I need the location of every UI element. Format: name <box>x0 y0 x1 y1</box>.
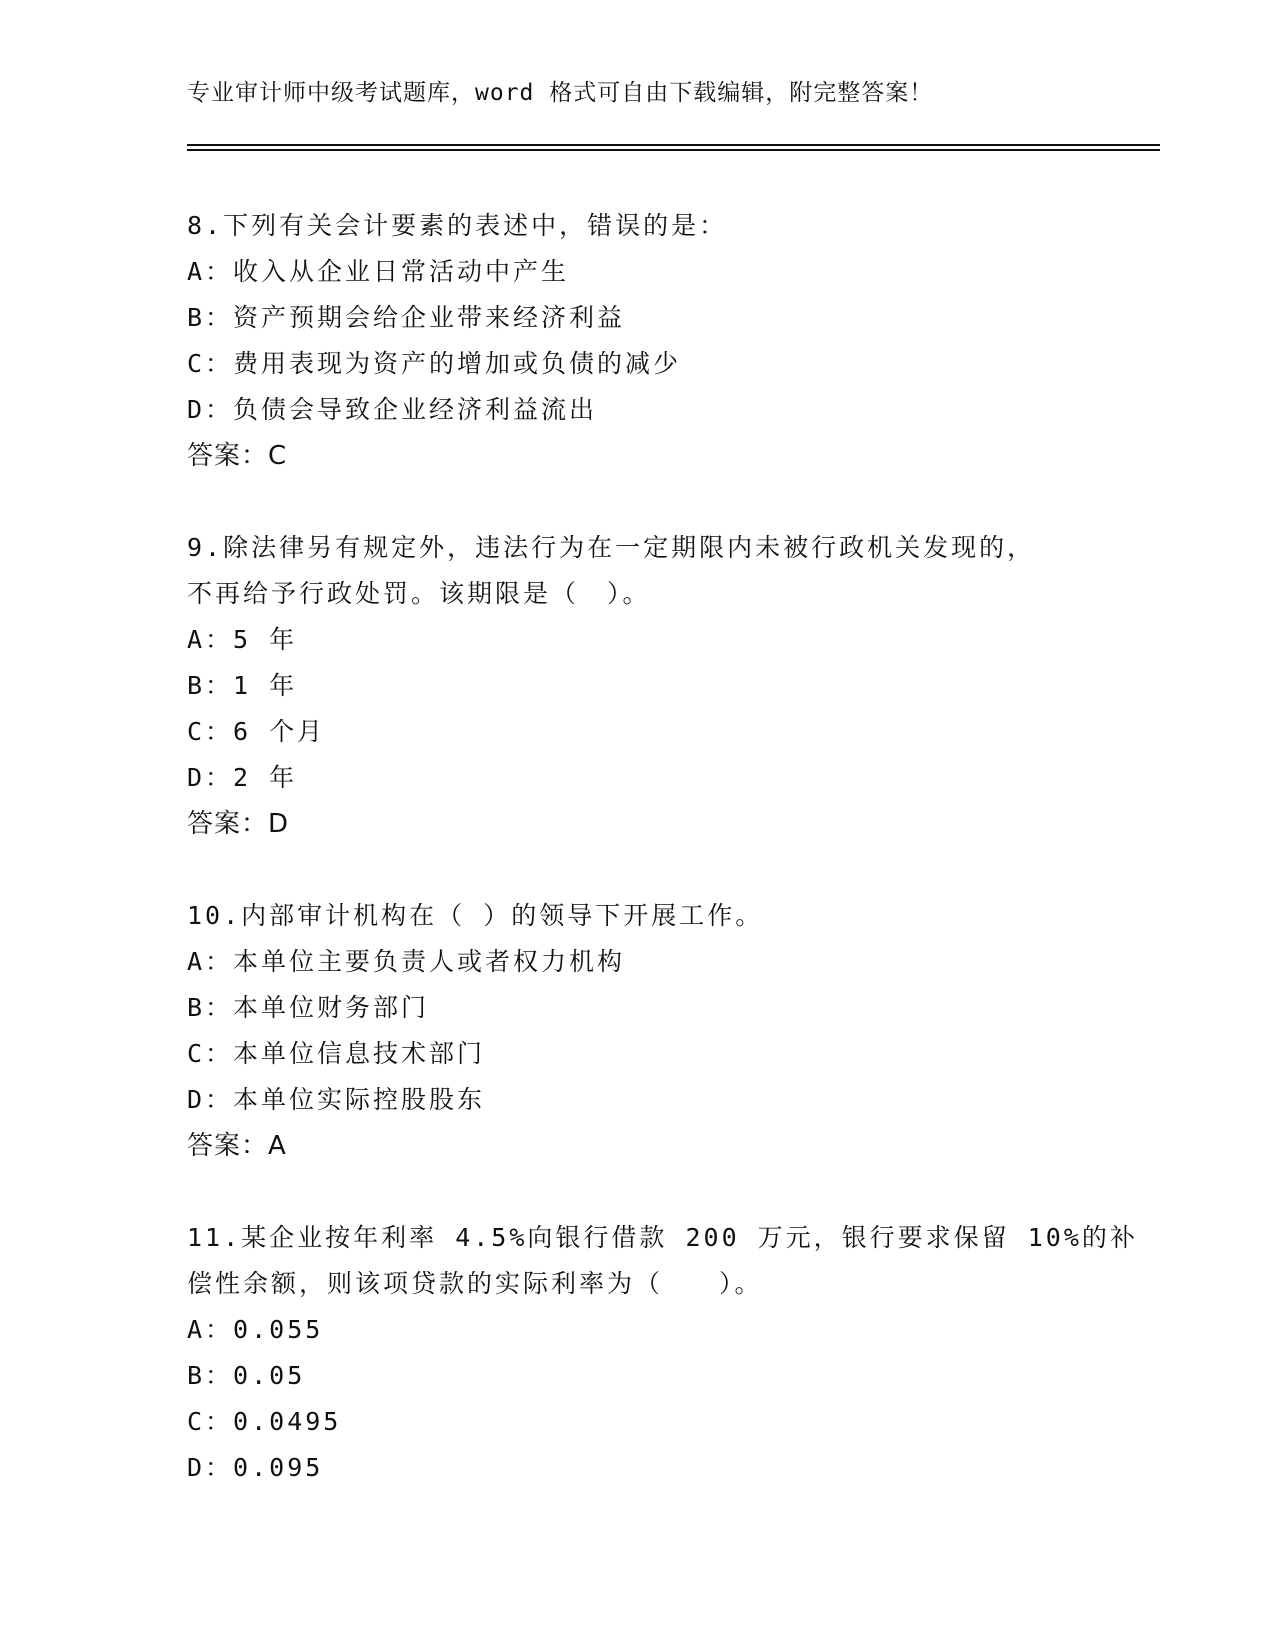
question-stem: 8.下列有关会计要素的表述中，错误的是： <box>187 211 728 240</box>
option-d: D：0.095 <box>187 1453 324 1482</box>
option-c: C：费用表现为资产的增加或负债的减少 <box>187 349 682 378</box>
option-a: A：5 年 <box>187 625 298 654</box>
answer-text: 答案：C <box>187 441 288 471</box>
question-stem: 9.除法律另有规定外，违法行为在一定期限内未被行政机关发现的， <box>187 533 1036 562</box>
option-a: A：0.055 <box>187 1315 324 1344</box>
option-b: B：1 年 <box>187 671 298 700</box>
question-10 <box>187 893 1087 1169</box>
option-c: C：6 个月 <box>187 717 326 746</box>
option-d: D：2 年 <box>187 763 298 792</box>
question-list <box>187 203 1138 1537</box>
header-divider <box>187 144 1160 151</box>
page-header: 专业审计师中级考试题库，word 格式可自由下载编辑，附完整答案！ <box>187 80 934 106</box>
question-11 <box>187 1215 1138 1491</box>
option-b: B：资产预期会给企业带来经济利益 <box>187 303 626 332</box>
option-d: D：本单位实际控股股东 <box>187 1085 486 1114</box>
question-8 <box>187 203 1087 479</box>
answer-text: 答案：A <box>187 1131 287 1161</box>
option-b: B：0.05 <box>187 1361 306 1390</box>
question-stem-continued: 不再给予行政处罚。该期限是（ ）。 <box>187 579 651 608</box>
option-c: C：0.0495 <box>187 1407 342 1436</box>
option-a: A：本单位主要负责人或者权力机构 <box>187 947 626 976</box>
answer-text: 答案：D <box>187 809 290 839</box>
question-stem-continued: 偿性余额，则该项贷款的实际利率为（ ）。 <box>187 1269 763 1298</box>
question-stem: 10.内部审计机构在（ ）的领导下开展工作。 <box>187 901 764 930</box>
option-d: D：负债会导致企业经济利益流出 <box>187 395 598 424</box>
option-b: B：本单位财务部门 <box>187 993 430 1022</box>
question-stem: 11.某企业按年利率 4.5%向银行借款 200 万元，银行要求保留 10%的补 <box>187 1223 1138 1252</box>
option-a: A：收入从企业日常活动中产生 <box>187 257 570 286</box>
question-9 <box>187 525 1087 847</box>
option-c: C：本单位信息技术部门 <box>187 1039 486 1068</box>
